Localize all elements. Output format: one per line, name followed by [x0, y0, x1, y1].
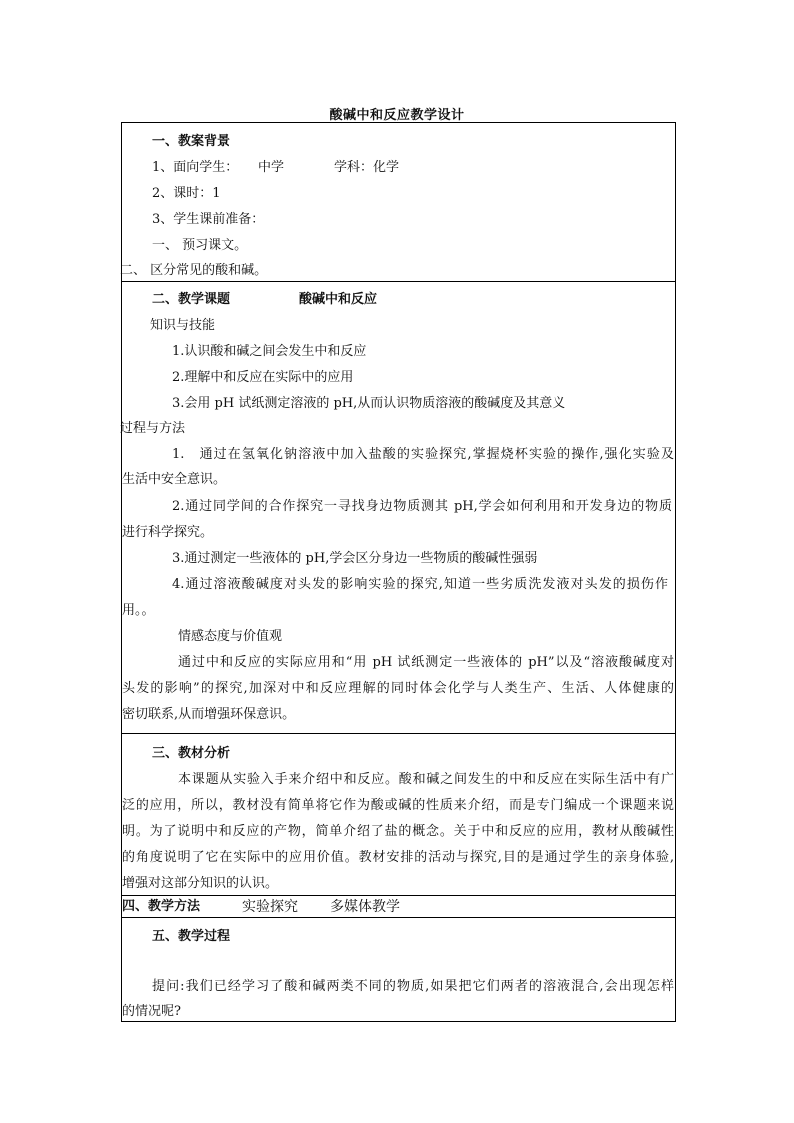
- prep-item-2: 二、 区分常见的酸和碱。: [120, 263, 268, 278]
- s2-heading: 二、教学课题: [152, 292, 231, 307]
- emotion-heading: 情感态度与价值观: [178, 629, 283, 644]
- method-2: 多媒体教学: [330, 899, 400, 915]
- page-title: 酸碱中和反应教学设计: [329, 108, 465, 123]
- row-divider: [122, 281, 675, 282]
- s3-heading: 三、教材分析: [152, 746, 231, 761]
- row-divider: [122, 895, 675, 896]
- question-line-1: 提问:我们已经学习了酸和碱两类不同的物质,如果把它们两者的溶液混合,会出现怎样: [152, 979, 674, 994]
- students-value: 中学: [258, 160, 285, 175]
- analysis-line-1: 本课题从实验入手来介绍中和反应。酸和碱之间发生的中和反应在实际生活中有广: [178, 772, 674, 787]
- knowledge-heading: 知识与技能: [150, 318, 216, 333]
- emotion-1c: 密切联系,从而增强环保意识。: [122, 707, 296, 722]
- s1-heading: 一、教案背景: [152, 134, 231, 149]
- row-divider: [122, 917, 675, 918]
- process-4a: 4.通过溶液酸碱度对头发的影响实验的探究,知道一些劣质洗发液对头发的损伤作: [172, 577, 668, 592]
- question-line-2: 的情况呢?: [122, 1004, 181, 1019]
- prep-item-1: 一、 预习课文。: [152, 238, 248, 253]
- prep: 3、学生课前准备：: [152, 212, 265, 227]
- knowledge-1: 1.认识酸和碱之间会发生中和反应: [172, 344, 367, 359]
- subject: 学科：化学: [334, 160, 400, 175]
- s4-heading: 四、教学方法: [122, 899, 201, 914]
- analysis-line-3: 明。为了说明中和反应的产物，简单介绍了盐的概念。关于中和反应的应用，教材从酸碱性: [122, 824, 674, 839]
- analysis-line-5: 增强对这部分知识的认识。: [122, 876, 279, 891]
- students-label: 1、面向学生：: [152, 160, 239, 175]
- process-2a: 2.通过同学间的合作探究一寻找身边物质测其 pH,学会如何利用和开发身边的物质: [172, 499, 672, 514]
- hours: 2、课时：1: [152, 186, 221, 201]
- process-1a: 1. 通过在氢氧化钠溶液中加入盐酸的实验探究,掌握烧杯实验的操作,强化实验及: [172, 447, 674, 462]
- analysis-line-2: 泛的应用，所以，教材没有简单将它作为酸或碱的性质来介绍，而是专门编成一个课题来说: [122, 798, 674, 813]
- lesson-plan-table: [121, 122, 676, 1022]
- process-4b: 用。。: [122, 603, 155, 618]
- knowledge-2: 2.理解中和反应在实际中的应用: [172, 370, 354, 385]
- emotion-1b: 头发的影响”的探究,加深对中和反应理解的同时体会化学与人类生产、生活、人体健康的: [122, 681, 674, 696]
- process-3: 3.通过测定一些液体的 pH,学会区分身边一些物质的酸碱性强弱: [172, 551, 538, 566]
- method-1: 实验探究: [242, 899, 298, 915]
- row-divider: [122, 733, 675, 734]
- knowledge-3: 3.会用 pH 试纸测定溶液的 pH,从而认识物质溶液的酸碱度及其意义: [172, 396, 566, 411]
- process-1b: 生活中安全意识。: [122, 472, 227, 487]
- process-2b: 进行科学探究。: [122, 525, 214, 540]
- s5-heading: 五、教学过程: [152, 929, 231, 944]
- s2-topic: 酸碱中和反应: [299, 292, 378, 307]
- analysis-line-4: 的角度说明了它在实际中的应用价值。教材安排的活动与探究,目的是通过学生的亲身体验,: [122, 850, 674, 865]
- process-heading: 过程与方法: [120, 421, 186, 436]
- emotion-1a: 通过中和反应的实际应用和“用 pH 试纸测定一些液体的 pH”以及“溶液酸碱度对: [178, 655, 674, 670]
